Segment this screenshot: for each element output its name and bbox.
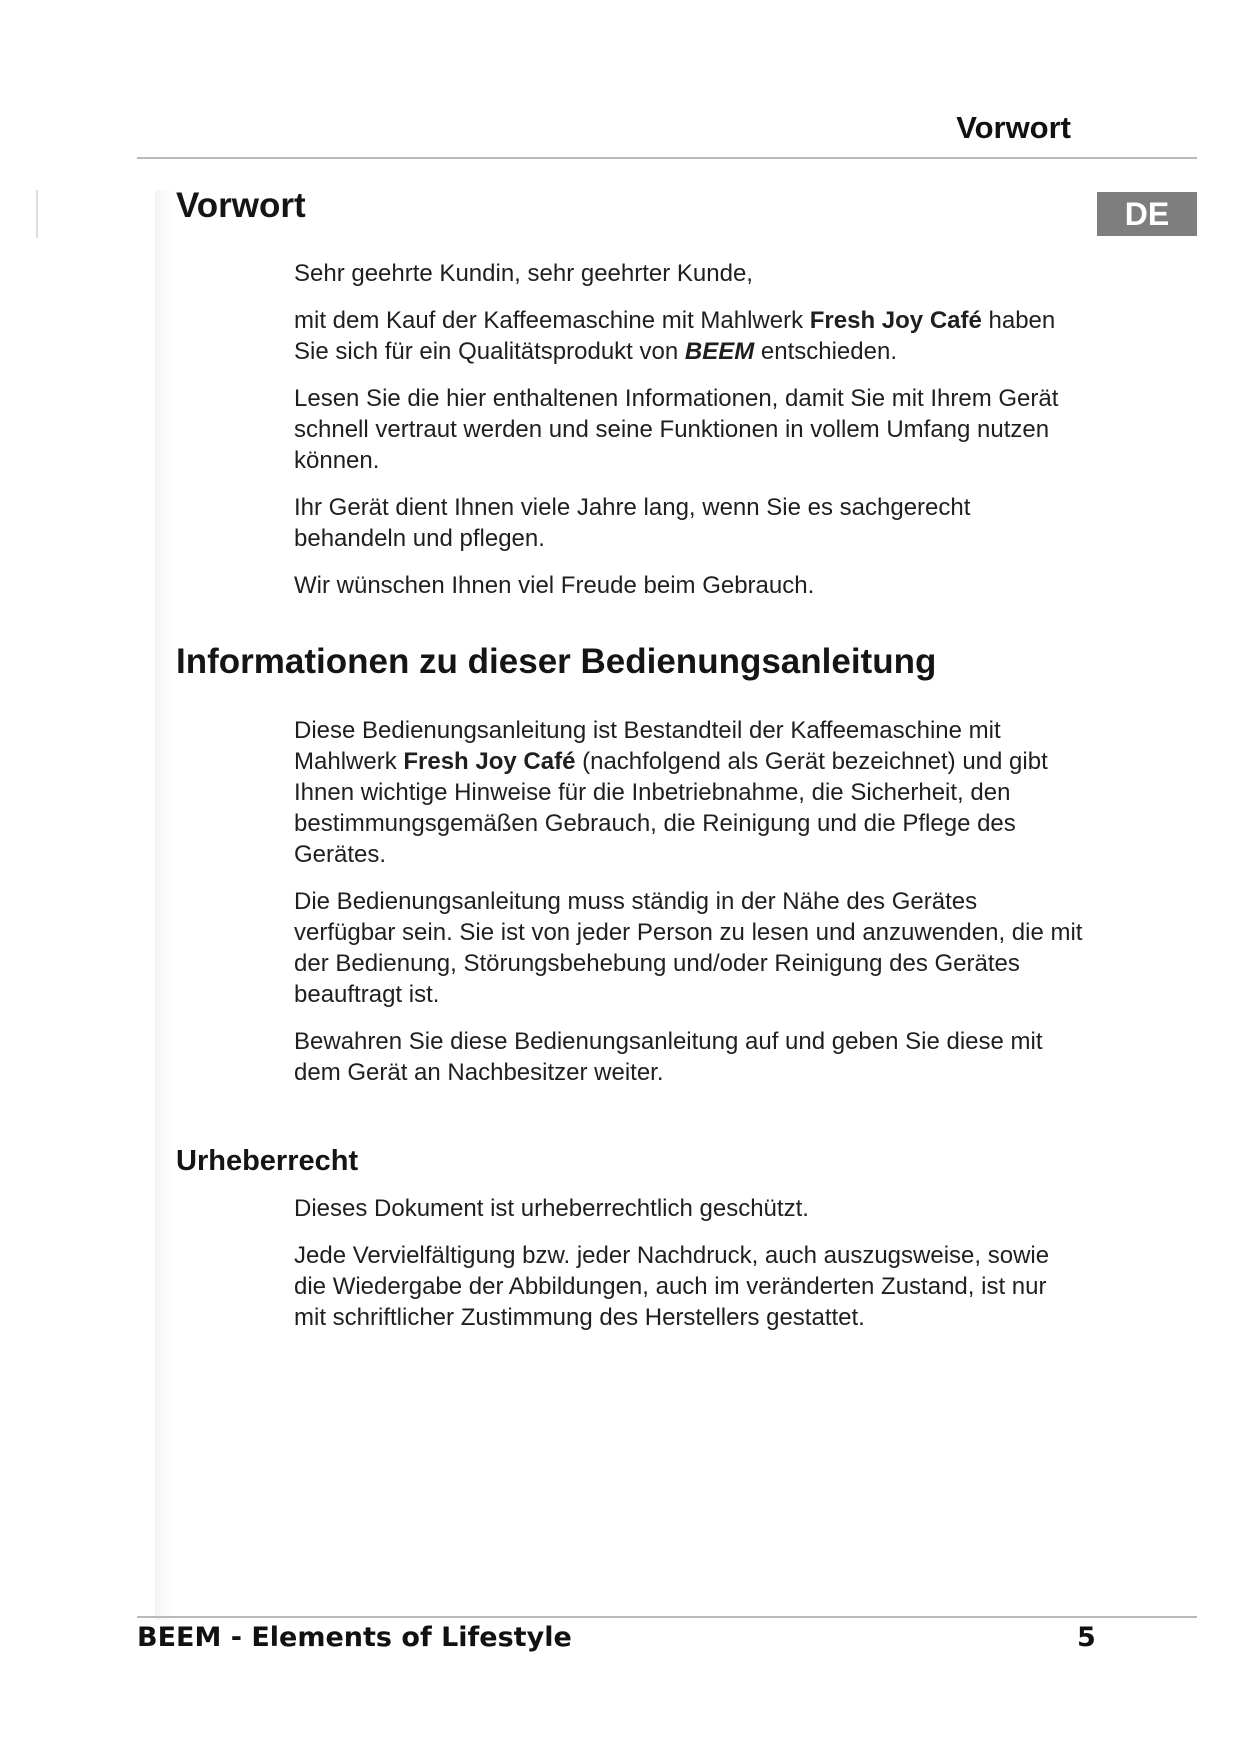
- section-heading-urheberrecht: Urheberrecht: [176, 1145, 359, 1177]
- paragraph: Sehr geehrte Kundin, sehr geehrter Kunde,: [294, 260, 753, 287]
- paragraph: Dieses Dokument ist urheberrechtlich geschützt.: [294, 1195, 809, 1222]
- page-number: 5: [1077, 1622, 1096, 1653]
- header-divider: [137, 157, 1197, 159]
- section-body-urheberrecht: [294, 1193, 1084, 1349]
- text-run: (nachfolgend als Gerät bezeichnet) und gibt Ihnen wichtige Hinweise für die Inbetriebnahme, die Sicherheit, den bestimmungsgemäßen Gebrauch, die Reinigung und die Pflege des Gerätes.: [294, 748, 1048, 868]
- section-body-vorwort: [294, 258, 1084, 617]
- footer-brand: BEEM - Elements of Lifestyle: [137, 1622, 572, 1653]
- product-name: Fresh Joy Café: [403, 748, 576, 775]
- product-name: Fresh Joy Café: [809, 307, 982, 334]
- paragraph: [294, 305, 1084, 367]
- footer-divider: [137, 1616, 1197, 1618]
- paragraph: Bewahren Sie diese Bedienungsanleitung auf und geben Sie diese mit dem Gerät an Nachbesitzer weiter.: [294, 1028, 1043, 1086]
- running-header-title: Vorwort: [956, 110, 1071, 145]
- paragraph: [294, 715, 1084, 870]
- section-heading-vorwort: Vorwort: [176, 186, 306, 225]
- paragraph: Ihr Gerät dient Ihnen viele Jahre lang, wenn Sie es sachgerecht behandeln und pflegen.: [294, 494, 971, 552]
- text-run: mit dem Kauf der Kaffeemaschine mit Mahlwerk: [294, 307, 810, 334]
- page-scan-shade: [155, 190, 175, 1620]
- brand-name: BEEM: [684, 338, 755, 365]
- paragraph: Wir wünschen Ihnen viel Freude beim Gebrauch.: [294, 572, 815, 599]
- section-heading-info: Informationen zu dieser Bedienungsanleitung: [176, 642, 937, 681]
- paragraph: Lesen Sie die hier enthaltenen Informationen, damit Sie mit Ihrem Gerät schnell vertraut werden und seine Funktionen in vollem Umfang nutzen können.: [294, 385, 1059, 474]
- text-run: entschieden.: [754, 338, 897, 365]
- section-body-info: [294, 715, 1084, 1104]
- paragraph: Die Bedienungsanleitung muss ständig in der Nähe des Gerätes verfügbar sein. Sie ist von jeder Person zu lesen und anzuwenden, die mit der Bedienung, Störungsbehebung und/oder Reinigung des Gerätes beauftragt ist.: [294, 888, 1083, 1008]
- text-run: haben Sie sich für ein Qualitätsprodukt von: [294, 307, 1056, 365]
- paragraph: Jede Vervielfältigung bzw. jeder Nachdruck, auch auszugsweise, sowie die Wiedergabe der Abbildungen, auch im veränderten Zustand, ist nur mit schriftlicher Zustimmung des Herstellers gestattet.: [294, 1242, 1050, 1331]
- text-run: Diese Bedienungsanleitung ist Bestandteil der Kaffeemaschine mit Mahlwerk: [294, 717, 1001, 775]
- language-badge: DE: [1097, 192, 1197, 236]
- scan-margin-mark: [36, 190, 38, 238]
